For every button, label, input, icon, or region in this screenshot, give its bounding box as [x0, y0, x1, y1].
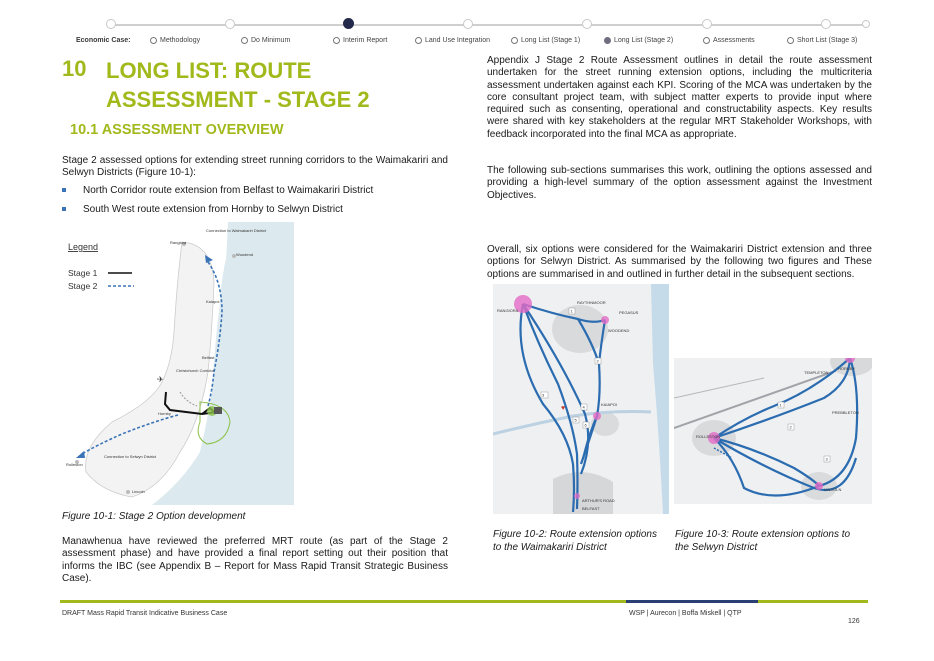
- label-templeton: TEMPLETON: [804, 370, 829, 375]
- label-hornby: HORNBY: [838, 366, 856, 371]
- subsections-paragraph: The following sub-sections summarises this work, outlining the options assessed and providing a high-level summary of the option assessment against the Investment Objectives.: [487, 165, 872, 201]
- step-radio-icon: [333, 37, 340, 44]
- step-label: Assessments: [713, 37, 755, 44]
- label-rolleston: Rolleston: [66, 462, 83, 467]
- step-label: Long List (Stage 2): [614, 37, 674, 44]
- route-number-tag: 5: [574, 417, 577, 423]
- route-number-tag: 2: [789, 424, 792, 430]
- label-rawhnmoor: RAYTHNMOOR: [577, 300, 606, 305]
- step-label: Land Use Integration: [425, 37, 490, 44]
- label-hornby: Hornby: [158, 411, 171, 416]
- legend-stage-1: Stage 1: [68, 268, 98, 278]
- step-label: Interim Report: [343, 37, 388, 44]
- label-rolleston: ROLLESTON: [696, 434, 721, 439]
- appendix-paragraph: Appendix J Stage 2 Route Assessment outlines in detail the route assessment undertaken for the street running extension options, including the multicriteria assessment undertaken against each KPI. Scoring of the MCA was undertaken by the core consultant project team, with subject matter experts to provide input where required such as consenting, operational and constructability aspects. Key results were shared with key stakeholders at the regular MRT Stakeholder Workshops, with feedback incorporated into the final MCA as appropriate.: [487, 55, 872, 140]
- footer-document-title: DRAFT Mass Rapid Transit Indicative Business Case: [62, 610, 228, 617]
- route-number-tag: 2: [596, 358, 599, 364]
- progress-node[interactable]: [225, 19, 235, 29]
- progress-node[interactable]: [463, 19, 473, 29]
- step-radio-icon: [787, 37, 794, 44]
- bullet-icon: [62, 207, 66, 211]
- legend-title: Legend: [68, 242, 99, 252]
- footer-accent-rule: [626, 600, 758, 603]
- route-number-tag: 4: [582, 404, 585, 410]
- step-radio-icon: [415, 37, 422, 44]
- figure-10-1-caption: Figure 10-1: Stage 2 Option development: [62, 511, 246, 522]
- step-label: Long List (Stage 1): [521, 37, 581, 44]
- progress-node[interactable]: [106, 19, 116, 29]
- figure-stage-2-map: [62, 222, 294, 505]
- label-belfast: Belfast: [202, 355, 215, 360]
- chapter-title: LONG LIST: ROUTE ASSESSMENT - STAGE 2: [106, 58, 370, 112]
- label-arthurs-road: ARTHUR'S ROAD: [582, 498, 615, 503]
- manawhenua-paragraph: Manawhenua have reviewed the preferred MRT route (as part of the Stage 2 assessment phase) and have provided a final report setting out their position that informs the IBC (see Appendix B – Report for Mass Rapid Transit Strategic Business Case).: [62, 536, 448, 584]
- bullet-text: South West route extension from Hornby to Selwyn District: [83, 204, 343, 215]
- label-connection-waimakariri: Connection to Waimakariri District: [206, 228, 267, 233]
- waimakariri-map: [493, 284, 669, 514]
- route-number-tag: 1: [779, 402, 782, 408]
- progress-node-current[interactable]: [343, 18, 354, 29]
- step-methodology[interactable]: [150, 37, 200, 44]
- step-assessments[interactable]: [703, 37, 755, 44]
- figure-10-2-caption: Figure 10-2: Route extension options to the Waimakariri District: [493, 529, 657, 553]
- label-woodend: Woodend: [236, 252, 254, 257]
- progress-track: [108, 24, 868, 26]
- label-belfast: BELFAST: [582, 506, 600, 511]
- stage-2-map: [62, 222, 294, 505]
- step-radio-icon: [511, 37, 518, 44]
- label-lincoln: LINCOLN: [824, 487, 842, 492]
- label-woodend: WOODEND: [608, 328, 630, 333]
- step-radio-selected-icon: [604, 37, 611, 44]
- step-long-list-stage-1[interactable]: [511, 37, 580, 44]
- step-long-list-stage-2[interactable]: [604, 37, 673, 44]
- label-christchurch-corridor: Christchurch Corridor: [176, 368, 215, 373]
- page-number: 126: [848, 618, 860, 625]
- label-kaiapoi: KAIAPOI: [601, 402, 618, 407]
- bullet-text: North Corridor route extension from Belfast to Waimakariri District: [83, 185, 374, 196]
- step-do-minimum[interactable]: [241, 37, 290, 44]
- airport-icon: ✈: [157, 375, 164, 384]
- chapter-number: 10: [62, 56, 87, 81]
- node-lincoln: [815, 482, 823, 490]
- step-radio-icon: [703, 37, 710, 44]
- step-radio-icon: [150, 37, 157, 44]
- progress-node[interactable]: [582, 19, 592, 29]
- figure-10-3-caption: Figure 10-3: Route extension options to the Selwyn District: [675, 529, 851, 553]
- intro-paragraph: Stage 2 assessed options for extending street running corridors to the Waimakariri and Selwyn Districts (Figure 10-1):: [62, 155, 448, 179]
- figure-waimakariri-map: [493, 284, 669, 514]
- figure-selwyn-map: [674, 358, 872, 504]
- step-interim-report[interactable]: [333, 37, 387, 44]
- section-title: 10.1 ASSESSMENT OVERVIEW: [70, 122, 284, 138]
- economic-case-label: Economic Case:: [76, 37, 131, 44]
- step-label: Do Minimum: [251, 37, 291, 44]
- label-kaiapoi: Kaiapoi: [206, 299, 220, 304]
- route-number-tag: 6: [584, 422, 587, 428]
- label-rangiora: Rangiora: [170, 240, 187, 245]
- step-radio-icon: [241, 37, 248, 44]
- step-label: Short List (Stage 3): [797, 37, 858, 44]
- footer-authors: WSP | Aurecon | Boffa Miskell | QTP: [629, 610, 742, 617]
- selwyn-map: [674, 358, 872, 504]
- options-paragraph: Overall, six options were considered for the Waimakariri District extension and three options for Selwyn District. As summarised by the following two figures and These options are summarised in and outlined in further detail in the subsequent sections.: [487, 244, 872, 280]
- step-land-use-integration[interactable]: [415, 37, 490, 44]
- bullet-icon: [62, 188, 66, 192]
- label-rangiora: RANGIORA: [497, 308, 519, 313]
- step-label: Methodology: [160, 37, 201, 44]
- route-number-tag: 3: [825, 456, 828, 462]
- label-lincoln: Lincoln: [132, 489, 145, 494]
- progress-node[interactable]: [821, 19, 831, 29]
- progress-node[interactable]: [702, 19, 712, 29]
- label-connection-selwyn: Connection to Selwyn District: [104, 454, 157, 459]
- route-number-tag: 1: [570, 308, 573, 314]
- progress-node[interactable]: [862, 20, 870, 28]
- step-short-list-stage-3[interactable]: [787, 37, 857, 44]
- label-prebbleton: PREBBLETON: [832, 410, 859, 415]
- legend-stage-2: Stage 2: [68, 281, 98, 291]
- route-number-tag: 3: [542, 392, 545, 398]
- marker-icon: ♥: [561, 405, 566, 412]
- label-pegasus: PEGASUS: [619, 310, 639, 315]
